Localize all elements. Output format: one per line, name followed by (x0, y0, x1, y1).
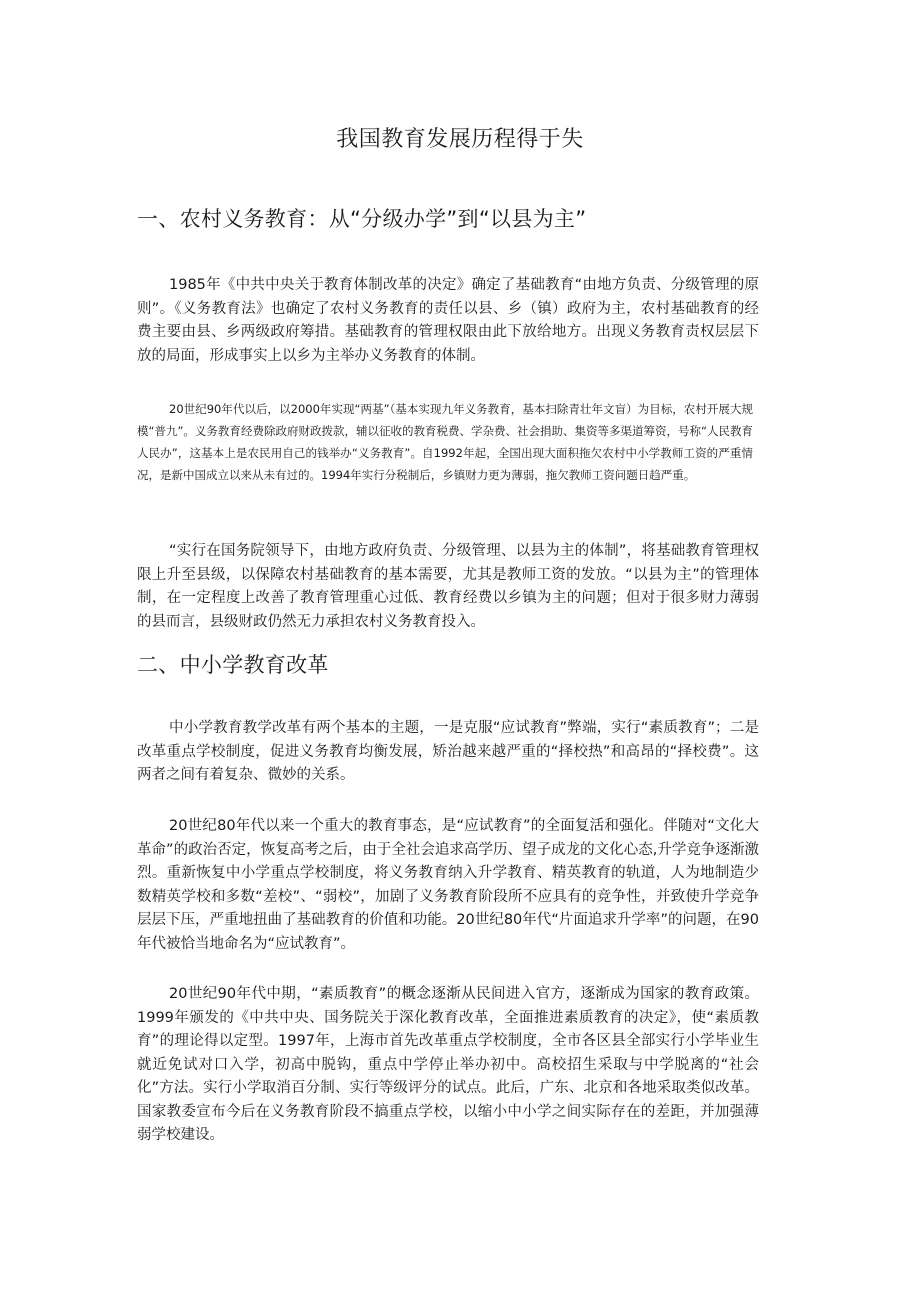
document-title: 我国教育发展历程得于失 (336, 127, 584, 152)
paragraph: “实行在国务院领导下，由地方政府负责、分级管理、以县为主的体制”，将基础教育管理权限上升至县级，以保障农村基础教育的基本需要，尤其是教师工资的发放。“以县为主”的管理体制，在一定程度上改善了教育管理重心过低、教育经费以乡镇为主的问题；但对于很多财力薄弱的县而言，县级财政仍然无力承担农村义务教育投入。 (137, 543, 759, 630)
section-heading-rural-education: 一、农村义务教育：从“分级办学”到“以县为主” (137, 207, 587, 231)
paragraph: 20世纪90年代以后，以2000年实现“两基”（基本实现九年义务教育，基本扫除青壮年文盲）为目标，农村开展大规模“普九”。义务教育经费除政府财政拨款，辅以征收的教育税费、学杂费、社会捐助、集资等多渠道筹资，号称“人民教育人民办”，这基本上是农民用自己的钱举办“义务教育”。自1992年起，全国出现大面积拖欠农村中小学教师工资的严重情况，是新中国成立以来从未有过的。1994年实行分税制后，乡镇财力更为薄弱，拖欠教师工资问题日趋严重。 (137, 402, 753, 482)
paragraph: 中小学教育教学改革有两个基本的主题，一是克服“应试教育”弊端，实行“素质教育”；二是改革重点学校制度，促进义务教育均衡发展，矫治越来越严重的“择校热”和高昂的“择校费”。这两者之间有着复杂、微妙的关系。 (137, 720, 759, 783)
paragraph: 1985年《中共中央关于教育体制改革的决定》确定了基础教育“由地方负责、分级管理的原则”。《义务教育法》也确定了农村义务教育的责任以县、乡（镇）政府为主，农村基础教育的经费主要由县、乡两级政府筹措。基础教育的管理权限由此下放给地方。出现义务教育责权层层下放的局面，形成事实上以乡为主举办义务教育的体制。 (137, 277, 759, 364)
section-heading-school-reform: 二、中小学教育改革 (137, 653, 329, 677)
paragraph: 20世纪90年代中期，“素质教育”的概念逐渐从民间进入官方，逐渐成为国家的教育政策。1999年颁发的《中共中央、国务院关于深化教育改革，全面推进素质教育的决定》，使“素质教育”的理论得以定型。1997年，上海市首先改革重点学校制度，全市各区县全部实行小学毕业生就近免试对口入学，初高中脱钩，重点中学停止举办初中。高校招生采取与中学脱离的“社会化”方法。实行小学取消百分制、实行等级评分的试点。此后，广东、北京和各地采取类似改革。国家教委宣布今后在义务教育阶段不搞重点学校，以缩小中小学之间实际存在的差距，并加强薄弱学校建设。 (137, 986, 759, 1143)
paragraph: 20世纪80年代以来一个重大的教育事态，是“应试教育”的全面复活和强化。伴随对“文化大革命”的政治否定，恢复高考之后，由于全社会追求高学历、望子成龙的文化心态,升学竞争逐渐激烈。重新恢复中小学重点学校制度，将义务教育纳入升学教育、精英教育的轨道，人为地制造少数精英学校和多数“差校”、“弱校”，加剧了义务教育阶段所不应具有的竞争性，并致使升学竞争层层下压，严重地扭曲了基础教育的价值和功能。20世纪80年代“片面追求升学率”的问题，在90年代被恰当地命名为“应试教育”。 (137, 818, 759, 952)
